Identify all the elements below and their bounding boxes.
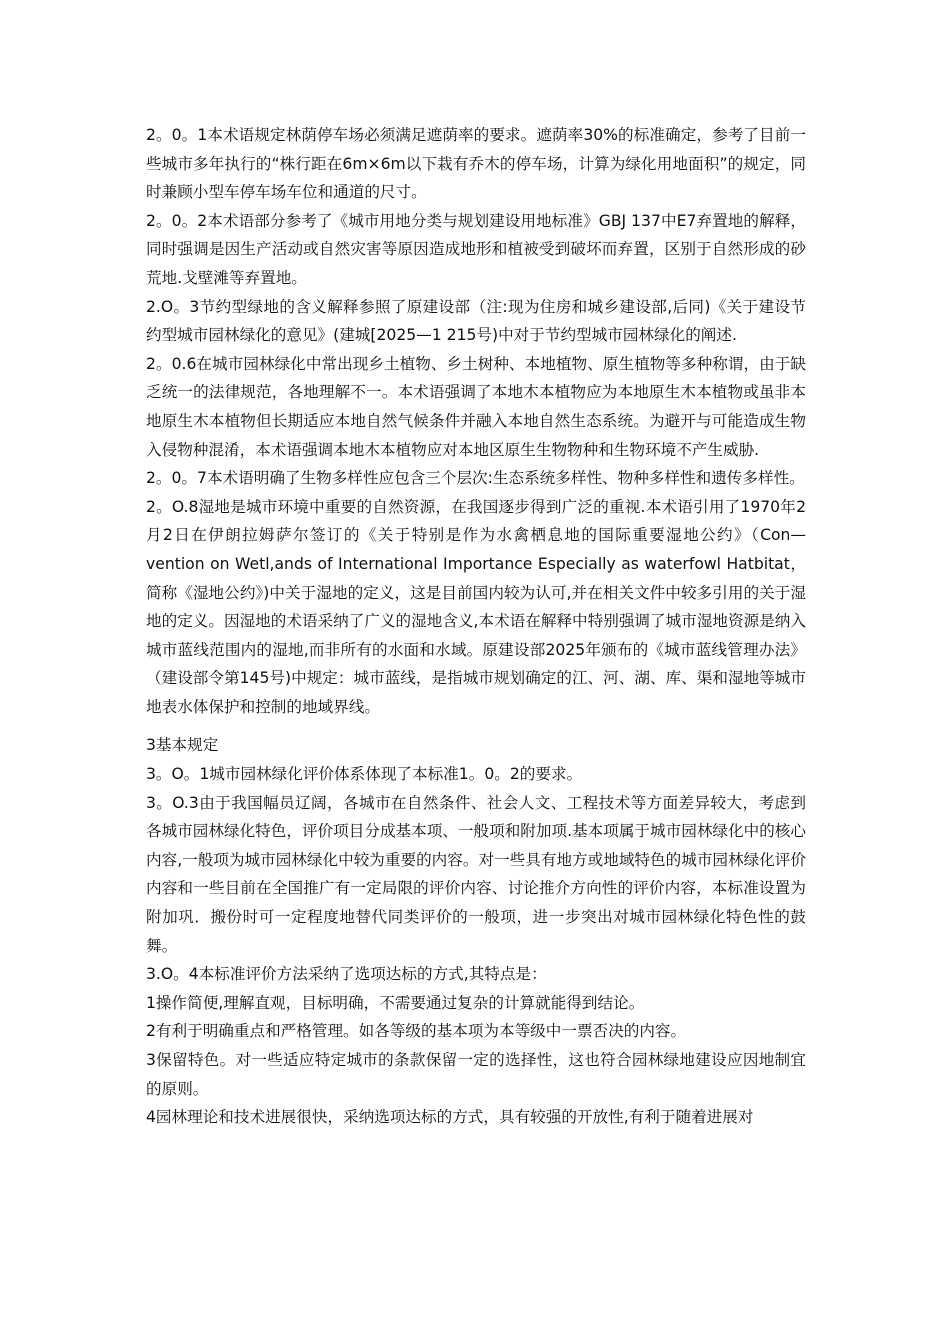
list-item-2: 2有利于明确重点和严格管理。如各等级的基本项为本等级中一票否决的内容。 <box>146 1022 687 1041</box>
paragraph-2-0-7: 2。0。7本术语明确了生物多样性应包含三个层次:生态系统多样性、物种多样性和遗传多样性。 <box>146 469 805 488</box>
document-page <box>146 121 806 1132</box>
paragraph-2-0-1: 2。0。1本术语规定林荫停车场必须满足遮荫率的要求。遮荫率30%的标准确定，参考了目前一些城市多年执行的“株行距在6m×6m以下栽有乔木的停车场，计算为绿化用地面积”的规定，同时兼顾小型车停车场车位和通道的尺寸。 <box>146 126 806 202</box>
list-item-1: 1操作简便,理解直观，目标明确，不需要通过复杂的计算就能得到结论。 <box>146 993 645 1012</box>
section-gap <box>146 721 806 731</box>
paragraph-3-0-3: 3。O.3由于我国幅员辽阔，各城市在自然条件、社会人文、工程技术等方面差异较大，考虑到各城市园林绿化特色，评价项目分成基本项、一般项和附加项.基本项属于城市园林绿化中的核心内容,一般项为城市园林绿化中较为重要的内容。对一些具有地方或地域特色的城市园林绿化评价内容和一些目前在全国推广有一定局限的评价内容、讨论推介方向性的评价内容，本标准设置为附加巩．搬份时可一定程度地替代同类评价的一般项，进一步突出对城市园林绿化特色性的鼓舞。 <box>146 793 806 955</box>
section-title: 3基本规定 <box>146 736 219 755</box>
paragraph-3-0-4: 3.O。4本标准评价方法采纳了选项达标的方式,其特点是： <box>146 965 547 984</box>
paragraph-2-0-2: 2。0。2本术语部分参考了《城市用地分类与规划建设用地标准》GBJ 137中E7弃置地的解释，同时强调是因生产活动或自然灾害等原因造成地形和植被受到破坏而弃置，区别于自然形成的砂荒地.戈壁滩等弃置地。 <box>146 211 806 287</box>
paragraph-2-0-6: 2。0.6在城市园林绿化中常出现乡土植物、乡土树种、本地植物、原生植物等多种称谓，由于缺乏统一的法律规范，各地理解不一。本术语强调了本地木本植物应为本地原生木本植物或虽非本地原生木本植物但长期适应本地自然气候条件并融入本地自然生态系统。为避开与可能造成生物入侵物种混淆，本术语强调本地木本植物应对本地区原生生物物种和生物环境不产生威胁. <box>146 354 806 459</box>
paragraph-2-0-3: 2.O。3节约型绿地的含义解释参照了原建设部（注:现为住房和城乡建设部,后同)《关于建设节约型城市园林绿化的意见》(建城[2025—1 215号)中对于节约型城市园林绿化的阐述. <box>146 297 806 345</box>
paragraph-3-0-1: 3。O。1城市园林绿化评价体系体现了本标准1。0。2的要求。 <box>146 765 583 784</box>
list-item-3: 3保留特色。对一些适应特定城市的条款保留一定的选择性，这也符合园林绿地建设应因地制宜的原则。 <box>146 1051 806 1098</box>
list-item-4: 4园林理论和技术进展很快，采纳选项达标的方式，具有较强的开放性,有利于随着进展对 <box>146 1108 754 1127</box>
paragraph-2-0-8: 2。O.8湿地是城市环境中重要的自然资源，在我国逐步得到广泛的重视.本术语引用了1970年2月2日在伊朗拉姆萨尔签订的《关于特别是作为水禽栖息地的国际重要湿地公约》（Con—vention on Wetl,ands of International Importance Especially as waterfowl Hatbitat，简称《湿地公约》)中关于湿地的定义，这是目前国内较为认可,并在相关文件中较多引用的关于湿地的定义。因湿地的术语采纳了广义的湿地含义,本术语在解释中特别强调了城市湿地资源是纳入城市蓝线范围内的湿地,而非所有的水面和水域。原建设部2025年颁布的《城市蓝线管理办法》（建设部令第145号)中规定：城市蓝线，是指城市规划确定的江、河、湖、库、渠和湿地等城市地表水体保护和控制的地域界线。 <box>146 497 806 716</box>
